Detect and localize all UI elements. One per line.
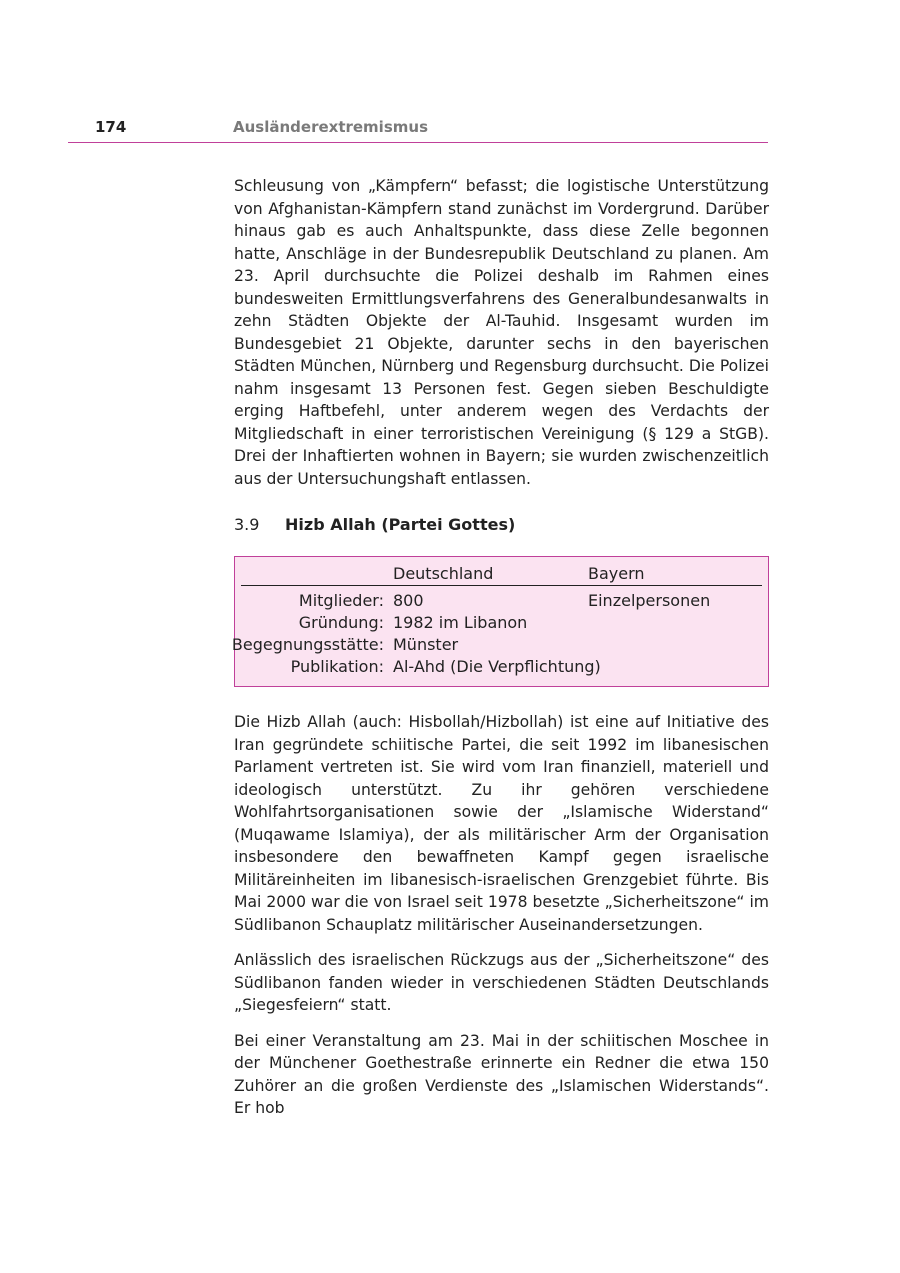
section-number: 3.9 (234, 515, 260, 534)
fact-label: Begegnungsstätte: (231, 635, 384, 654)
intro-paragraph: Schleusung von „Kämpfern“ befasst; die logistische Unterstützung von Afghanistan-Kämpfern stand zunächst im Vordergrund. Darüber hinaus gab es auch Anhaltspunkte, dass diese Zelle begonnen hatte, Anschläge in der Bundesrepublik Deutschland zu planen. Am 23. April durchsuchte die Polizei deshalb im Rahmen eines bundesweiten Ermittlungsverfahrens des Generalbundesanwalts in zehn Städten Objekte der Al-Tauhid. Insgesamt wurden im Bundesgebiet 21 Objekte, darunter sechs in den bayerischen Städten München, Nürnberg und Regensburg durchsucht. Die Polizei nahm insgesamt 13 Personen fest. Gegen sieben Beschuldigte erging Haftbefehl, unter anderem wegen des Verdachts der Mitgliedschaft in einer terroristischen Vereinigung (§ 129 a StGB). Drei der Inhaftierten wohnen in Bayern; sie wurden zwischenzeitlich aus der Untersuchungshaft entlassen. (234, 177, 769, 488)
intro-text (234, 175, 769, 490)
fact-label: Gründung: (298, 613, 384, 632)
section-heading (234, 515, 515, 534)
header-rule (241, 585, 762, 586)
column-header-bayern: Bayern (588, 564, 645, 583)
fact-box (231, 556, 769, 687)
fact-label: Publikation: (290, 657, 384, 676)
body-paragraph: Bei einer Veranstaltung am 23. Mai in der schiitischen Moschee in der Münchener Goethestraße erinnerte ein Redner die etwa 150 Zuhörer an die großen Verdienste des „Islamischen Widerstands“. Er hob (234, 1031, 769, 1117)
fact-row-begegnungsstaette (231, 635, 768, 657)
fact-row-publikation (235, 657, 768, 679)
fact-value: 800 (393, 591, 424, 610)
page-number: 174 (95, 118, 127, 136)
fact-row-mitglieder (235, 591, 768, 613)
running-head: Ausländerextremismus (233, 118, 428, 136)
fact-value-bayern: Einzelpersonen (588, 591, 711, 610)
body-paragraph: Anlässlich des israelischen Rückzugs aus der „Sicherheitszone“ des Südlibanon fanden wieder in verschiedenen Städten Deutschlands „Siegesfeiern“ statt. (234, 951, 769, 1014)
section-title: Hizb Allah (Partei Gottes) (285, 515, 516, 534)
body-paragraph: Die Hizb Allah (auch: Hisbollah/Hizbollah) ist eine auf Initiative des Iran gegründete schiitische Partei, die seit 1992 im libanesischen Parlament vertreten ist. Sie wird vom Iran finanziell, materiell und ideologisch unterstützt. Zu ihr gehören verschiedene Wohlfahrtsorganisationen sowie der „Islamische Widerstand“ (Muqawame Islamiya), der als militärischer Arm der Organisation insbesondere den bewaffneten Kampf gegen israelische Militäreinheiten im libanesisch-israelischen Grenzgebiet führte. Bis Mai 2000 war die von Israel seit 1978 besetzte „Sicherheitszone“ im Südlibanon Schauplatz militärischer Auseinandersetzungen. (234, 713, 769, 934)
fact-value: 1982 im Libanon (393, 613, 528, 632)
fact-label: Mitglieder: (298, 591, 384, 610)
fact-value: Münster (393, 635, 459, 654)
body-text (234, 711, 769, 1120)
column-header-deutschland: Deutschland (393, 564, 494, 583)
fact-row-gruendung (235, 613, 768, 635)
page-header (68, 116, 768, 143)
fact-value: Al-Ahd (Die Verpflichtung) (393, 657, 601, 676)
